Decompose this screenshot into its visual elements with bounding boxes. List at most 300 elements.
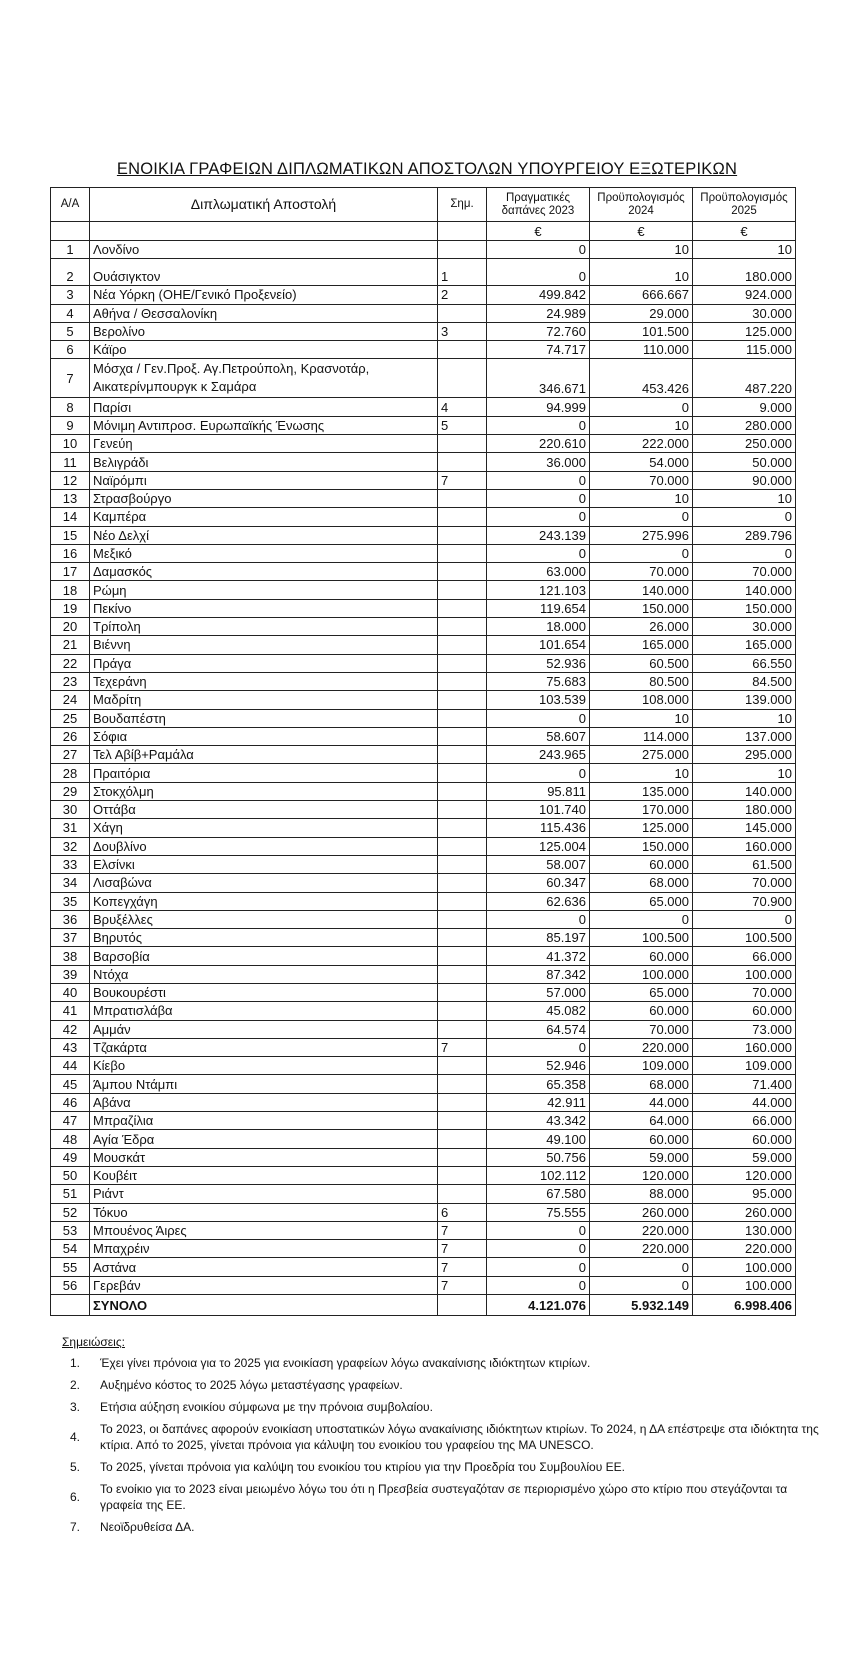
row-value-2024: 170.000 bbox=[590, 801, 693, 819]
row-value-2025: 140.000 bbox=[693, 782, 796, 800]
rent-table bbox=[50, 187, 796, 1316]
row-value-2025: 150.000 bbox=[693, 599, 796, 617]
row-value-2023: 50.756 bbox=[487, 1148, 590, 1166]
row-value-2025: 66.000 bbox=[693, 1112, 796, 1130]
row-mission: Μπουένος Άιρες bbox=[90, 1221, 438, 1239]
row-value-2024: 60.000 bbox=[590, 1130, 693, 1148]
table-row bbox=[51, 1276, 796, 1294]
row-note: 3 bbox=[438, 322, 487, 340]
row-value-2025: 10 bbox=[693, 764, 796, 782]
row-mission: Τεχεράνη bbox=[90, 672, 438, 690]
row-value-2025: 130.000 bbox=[693, 1221, 796, 1239]
row-note bbox=[438, 599, 487, 617]
note-number: 6. bbox=[70, 1490, 81, 1504]
row-note bbox=[438, 1020, 487, 1038]
row-note bbox=[438, 435, 487, 453]
row-note: 7 bbox=[438, 1240, 487, 1258]
row-value-2024: 100.000 bbox=[590, 965, 693, 983]
row-note bbox=[438, 341, 487, 359]
table-row bbox=[51, 453, 796, 471]
row-number: 49 bbox=[51, 1148, 90, 1166]
row-number: 36 bbox=[51, 910, 90, 928]
row-value-2023: 24.989 bbox=[487, 304, 590, 322]
row-note bbox=[438, 837, 487, 855]
row-number: 39 bbox=[51, 965, 90, 983]
table-body bbox=[51, 222, 796, 1316]
table-row bbox=[51, 435, 796, 453]
row-value-2024: 10 bbox=[590, 241, 693, 259]
row-note bbox=[438, 636, 487, 654]
row-value-2023: 58.607 bbox=[487, 727, 590, 745]
row-number: 11 bbox=[51, 453, 90, 471]
note-item bbox=[62, 1355, 822, 1371]
row-mission: Λονδίνο bbox=[90, 241, 438, 259]
row-mission: Μπραζίλια bbox=[90, 1112, 438, 1130]
row-value-2025: 70.000 bbox=[693, 874, 796, 892]
row-note bbox=[438, 489, 487, 507]
row-value-2023: 346.671 bbox=[487, 359, 590, 398]
row-value-2025: 10 bbox=[693, 709, 796, 727]
row-value-2025: 260.000 bbox=[693, 1203, 796, 1221]
row-mission: Πεκίνο bbox=[90, 599, 438, 617]
row-number: 7 bbox=[51, 359, 90, 398]
row-mission: Βελιγράδι bbox=[90, 453, 438, 471]
table-row bbox=[51, 1148, 796, 1166]
table-row bbox=[51, 416, 796, 434]
table-row bbox=[51, 672, 796, 690]
row-mission: Οττάβα bbox=[90, 801, 438, 819]
row-value-2024: 70.000 bbox=[590, 563, 693, 581]
row-value-2025: 100.000 bbox=[693, 1258, 796, 1276]
row-value-2025: 250.000 bbox=[693, 435, 796, 453]
row-number: 8 bbox=[51, 398, 90, 416]
row-value-2024: 0 bbox=[590, 1276, 693, 1294]
row-value-2024: 68.000 bbox=[590, 874, 693, 892]
row-value-2024: 165.000 bbox=[590, 636, 693, 654]
row-value-2025: 137.000 bbox=[693, 727, 796, 745]
table-row bbox=[51, 526, 796, 544]
row-value-2025: 60.000 bbox=[693, 1002, 796, 1020]
row-value-2023: 0 bbox=[487, 1038, 590, 1056]
row-mission: Νέο Δελχί bbox=[90, 526, 438, 544]
note-item bbox=[62, 1519, 822, 1535]
note-number: 2. bbox=[70, 1378, 81, 1392]
row-number: 13 bbox=[51, 489, 90, 507]
row-number: 55 bbox=[51, 1258, 90, 1276]
header-note: Σημ. bbox=[438, 188, 487, 222]
row-mission: Βρυξέλλες bbox=[90, 910, 438, 928]
row-value-2024: 150.000 bbox=[590, 599, 693, 617]
row-note bbox=[438, 782, 487, 800]
table-row bbox=[51, 691, 796, 709]
row-number: 34 bbox=[51, 874, 90, 892]
row-value-2025: 115.000 bbox=[693, 341, 796, 359]
header-mission: Διπλωματική Αποστολή bbox=[90, 188, 438, 222]
row-value-2023: 119.654 bbox=[487, 599, 590, 617]
row-value-2024: 108.000 bbox=[590, 691, 693, 709]
table-row bbox=[51, 1221, 796, 1239]
row-note bbox=[438, 581, 487, 599]
row-mission: Σόφια bbox=[90, 727, 438, 745]
row-value-2023: 0 bbox=[487, 764, 590, 782]
row-note: 7 bbox=[438, 1038, 487, 1056]
row-note: 7 bbox=[438, 1276, 487, 1294]
row-value-2024: 275.000 bbox=[590, 746, 693, 764]
row-value-2023: 58.007 bbox=[487, 855, 590, 873]
row-mission: Μαδρίτη bbox=[90, 691, 438, 709]
row-value-2025: 60.000 bbox=[693, 1130, 796, 1148]
row-value-2025: 50.000 bbox=[693, 453, 796, 471]
row-value-2023: 0 bbox=[487, 544, 590, 562]
row-number: 51 bbox=[51, 1185, 90, 1203]
row-mission: Βουδαπέστη bbox=[90, 709, 438, 727]
row-note bbox=[438, 819, 487, 837]
row-note bbox=[438, 1057, 487, 1075]
table-row bbox=[51, 819, 796, 837]
row-value-2025: 30.000 bbox=[693, 618, 796, 636]
row-value-2024: 60.000 bbox=[590, 947, 693, 965]
row-value-2024: 60.000 bbox=[590, 855, 693, 873]
row-value-2023: 499.842 bbox=[487, 286, 590, 304]
row-value-2024: 88.000 bbox=[590, 1185, 693, 1203]
row-mission: Τζακάρτα bbox=[90, 1038, 438, 1056]
row-note bbox=[438, 453, 487, 471]
row-value-2025: 95.000 bbox=[693, 1185, 796, 1203]
row-number: 37 bbox=[51, 929, 90, 947]
row-value-2025: 280.000 bbox=[693, 416, 796, 434]
table-row bbox=[51, 636, 796, 654]
row-value-2025: 84.500 bbox=[693, 672, 796, 690]
row-value-2023: 52.936 bbox=[487, 654, 590, 672]
row-number: 24 bbox=[51, 691, 90, 709]
note-item bbox=[62, 1421, 822, 1453]
row-note: 7 bbox=[438, 471, 487, 489]
row-value-2025: 100.000 bbox=[693, 965, 796, 983]
row-number: 26 bbox=[51, 727, 90, 745]
row-number: 10 bbox=[51, 435, 90, 453]
row-value-2025: 71.400 bbox=[693, 1075, 796, 1093]
total-2024: 5.932.149 bbox=[590, 1295, 693, 1316]
row-mission: Καμπέρα bbox=[90, 508, 438, 526]
row-number: 48 bbox=[51, 1130, 90, 1148]
row-value-2025: 66.000 bbox=[693, 947, 796, 965]
header-2024: Προϋπολογισμός 2024 bbox=[590, 188, 693, 222]
row-mission: Λισαβώνα bbox=[90, 874, 438, 892]
row-mission: Δαμασκός bbox=[90, 563, 438, 581]
row-note bbox=[438, 727, 487, 745]
row-value-2025: 0 bbox=[693, 508, 796, 526]
table-row bbox=[51, 801, 796, 819]
row-value-2025: 73.000 bbox=[693, 1020, 796, 1038]
row-value-2023: 57.000 bbox=[487, 983, 590, 1001]
table-row bbox=[51, 929, 796, 947]
table-row bbox=[51, 910, 796, 928]
header-2023: Πραγματικές δαπάνες 2023 bbox=[487, 188, 590, 222]
row-value-2023: 102.112 bbox=[487, 1166, 590, 1184]
row-mission: Ντόχα bbox=[90, 965, 438, 983]
row-number: 28 bbox=[51, 764, 90, 782]
row-value-2024: 100.500 bbox=[590, 929, 693, 947]
row-number: 5 bbox=[51, 322, 90, 340]
row-value-2023: 0 bbox=[487, 241, 590, 259]
row-note bbox=[438, 983, 487, 1001]
note-item bbox=[62, 1459, 822, 1475]
row-value-2024: 0 bbox=[590, 508, 693, 526]
row-value-2024: 0 bbox=[590, 1258, 693, 1276]
row-value-2024: 120.000 bbox=[590, 1166, 693, 1184]
row-value-2025: 61.500 bbox=[693, 855, 796, 873]
row-mission: Αστάνα bbox=[90, 1258, 438, 1276]
total-row bbox=[51, 1295, 796, 1316]
row-note bbox=[438, 1166, 487, 1184]
row-value-2023: 60.347 bbox=[487, 874, 590, 892]
row-value-2024: 26.000 bbox=[590, 618, 693, 636]
row-value-2024: 65.000 bbox=[590, 983, 693, 1001]
row-value-2024: 125.000 bbox=[590, 819, 693, 837]
row-value-2023: 0 bbox=[487, 508, 590, 526]
row-note bbox=[438, 965, 487, 983]
table-header-row bbox=[51, 188, 796, 222]
row-value-2023: 67.580 bbox=[487, 1185, 590, 1203]
currency-row bbox=[51, 222, 796, 241]
row-value-2023: 74.717 bbox=[487, 341, 590, 359]
row-value-2024: 260.000 bbox=[590, 1203, 693, 1221]
row-note: 1 bbox=[438, 259, 487, 286]
note-text: Νεοϊδρυθείσα ΔΑ. bbox=[100, 1520, 195, 1534]
table-row bbox=[51, 599, 796, 617]
row-value-2025: 180.000 bbox=[693, 259, 796, 286]
row-value-2023: 243.139 bbox=[487, 526, 590, 544]
table-row bbox=[51, 544, 796, 562]
row-value-2023: 0 bbox=[487, 1258, 590, 1276]
row-mission: Ελσίνκι bbox=[90, 855, 438, 873]
row-value-2023: 65.358 bbox=[487, 1075, 590, 1093]
notes-list bbox=[62, 1355, 822, 1535]
table-row bbox=[51, 727, 796, 745]
row-note bbox=[438, 947, 487, 965]
row-value-2025: 9.000 bbox=[693, 398, 796, 416]
row-mission: Μπαχρέιν bbox=[90, 1240, 438, 1258]
row-number: 53 bbox=[51, 1221, 90, 1239]
row-note: 5 bbox=[438, 416, 487, 434]
row-number: 4 bbox=[51, 304, 90, 322]
row-mission: Ουάσιγκτον bbox=[90, 259, 438, 286]
row-value-2023: 62.636 bbox=[487, 892, 590, 910]
row-value-2023: 0 bbox=[487, 416, 590, 434]
notes-section bbox=[62, 1335, 822, 1541]
table-row bbox=[51, 241, 796, 259]
row-note bbox=[438, 709, 487, 727]
note-number: 1. bbox=[70, 1356, 81, 1370]
row-value-2025: 10 bbox=[693, 241, 796, 259]
row-number: 15 bbox=[51, 526, 90, 544]
table-row bbox=[51, 1002, 796, 1020]
row-mission: Μεξικό bbox=[90, 544, 438, 562]
row-number: 32 bbox=[51, 837, 90, 855]
row-value-2024: 60.500 bbox=[590, 654, 693, 672]
row-value-2025: 44.000 bbox=[693, 1093, 796, 1111]
row-value-2024: 65.000 bbox=[590, 892, 693, 910]
row-mission: Μόνιμη Αντιπροσ. Ευρωπαϊκής Ένωσης bbox=[90, 416, 438, 434]
note-text: Το ενοίκιο για το 2023 είναι μειωμένο λόγω του ότι η Πρεσβεία συστεγαζόταν σε περιορισμένο χώρο στο κτίριο που στεγάζονται τα γραφεία της ΕΕ. bbox=[100, 1482, 788, 1512]
row-note bbox=[438, 691, 487, 709]
row-value-2025: 165.000 bbox=[693, 636, 796, 654]
note-text: Το 2025, γίνεται πρόνοια για καλύψη του ενοικίου του κτιρίου για την Προεδρία του Συμβουλίου ΕΕ. bbox=[100, 1460, 625, 1474]
row-number: 41 bbox=[51, 1002, 90, 1020]
row-note bbox=[438, 1002, 487, 1020]
row-mission: Δουβλίνο bbox=[90, 837, 438, 855]
row-value-2023: 45.082 bbox=[487, 1002, 590, 1020]
table-row bbox=[51, 322, 796, 340]
row-value-2023: 0 bbox=[487, 709, 590, 727]
row-mission: Αγία Έδρα bbox=[90, 1130, 438, 1148]
note-number: 5. bbox=[70, 1460, 81, 1474]
row-number: 21 bbox=[51, 636, 90, 654]
table-row bbox=[51, 983, 796, 1001]
row-value-2023: 0 bbox=[487, 1221, 590, 1239]
row-value-2025: 70.000 bbox=[693, 563, 796, 581]
row-note bbox=[438, 1112, 487, 1130]
note-item bbox=[62, 1481, 822, 1513]
row-note bbox=[438, 892, 487, 910]
row-note bbox=[438, 526, 487, 544]
row-value-2024: 10 bbox=[590, 709, 693, 727]
table-row bbox=[51, 892, 796, 910]
row-note bbox=[438, 618, 487, 636]
table-row bbox=[51, 471, 796, 489]
row-note bbox=[438, 508, 487, 526]
row-value-2023: 0 bbox=[487, 910, 590, 928]
row-value-2023: 43.342 bbox=[487, 1112, 590, 1130]
row-mission: Στρασβούργο bbox=[90, 489, 438, 507]
row-note: 4 bbox=[438, 398, 487, 416]
row-value-2025: 140.000 bbox=[693, 581, 796, 599]
row-mission: Κουβέιτ bbox=[90, 1166, 438, 1184]
row-value-2023: 42.911 bbox=[487, 1093, 590, 1111]
note-text: Το 2023, οι δαπάνες αφορούν ενοικίαση υποστατικών λόγω ανακαίνισης ιδιόκτητων κτιρίων. Το 2024, η ΔΑ επέστρεψε στα ιδιόκτητα της κτίρια. Από το 2025, γίνεται πρόνοια για κάλυψη του ενοικίου του γραφείου της ΜΑ UNESCO. bbox=[100, 1422, 819, 1452]
row-number: 20 bbox=[51, 618, 90, 636]
row-mission: Βουκουρέστι bbox=[90, 983, 438, 1001]
row-number: 46 bbox=[51, 1093, 90, 1111]
note-item bbox=[62, 1377, 822, 1393]
table-row bbox=[51, 563, 796, 581]
notes-title: Σημειώσεις: bbox=[62, 1335, 125, 1349]
row-note: 6 bbox=[438, 1203, 487, 1221]
row-number: 18 bbox=[51, 581, 90, 599]
row-value-2024: 140.000 bbox=[590, 581, 693, 599]
row-mission: Τρίπολη bbox=[90, 618, 438, 636]
row-value-2024: 135.000 bbox=[590, 782, 693, 800]
table-row bbox=[51, 837, 796, 855]
table-row bbox=[51, 1038, 796, 1056]
table-row bbox=[51, 654, 796, 672]
table-row bbox=[51, 1075, 796, 1093]
row-value-2025: 66.550 bbox=[693, 654, 796, 672]
row-number: 47 bbox=[51, 1112, 90, 1130]
note-text: Ετήσια αύξηση ενοικίου σύμφωνα με την πρόνοια συμβολαίου. bbox=[100, 1400, 433, 1414]
row-note bbox=[438, 746, 487, 764]
table-row bbox=[51, 1203, 796, 1221]
row-value-2024: 68.000 bbox=[590, 1075, 693, 1093]
row-note bbox=[438, 544, 487, 562]
row-value-2025: 10 bbox=[693, 489, 796, 507]
row-value-2024: 29.000 bbox=[590, 304, 693, 322]
page-title: ΕΝΟΙΚΙΑ ΓΡΑΦΕΙΩΝ ΔΙΠΛΩΜΑΤΙΚΩΝ ΑΠΟΣΤΟΛΩΝ ΥΠΟΥΡΓΕΙΟΥ ΕΞΩΤΕΡΙΚΩΝ bbox=[116, 160, 738, 178]
table-row bbox=[51, 618, 796, 636]
table-row bbox=[51, 581, 796, 599]
row-value-2024: 10 bbox=[590, 764, 693, 782]
row-value-2023: 95.811 bbox=[487, 782, 590, 800]
row-value-2024: 80.500 bbox=[590, 672, 693, 690]
row-number: 50 bbox=[51, 1166, 90, 1184]
row-number: 35 bbox=[51, 892, 90, 910]
row-value-2024: 114.000 bbox=[590, 727, 693, 745]
row-note bbox=[438, 1130, 487, 1148]
table-row bbox=[51, 965, 796, 983]
row-value-2024: 220.000 bbox=[590, 1240, 693, 1258]
row-number: 44 bbox=[51, 1057, 90, 1075]
row-number: 23 bbox=[51, 672, 90, 690]
row-value-2025: 100.000 bbox=[693, 1276, 796, 1294]
row-mission: Βιέννη bbox=[90, 636, 438, 654]
row-value-2023: 41.372 bbox=[487, 947, 590, 965]
table-row bbox=[51, 1258, 796, 1276]
table-row bbox=[51, 782, 796, 800]
row-value-2025: 295.000 bbox=[693, 746, 796, 764]
row-number: 22 bbox=[51, 654, 90, 672]
row-value-2025: 120.000 bbox=[693, 1166, 796, 1184]
row-value-2025: 487.220 bbox=[693, 359, 796, 398]
row-mission: Ριάντ bbox=[90, 1185, 438, 1203]
row-value-2023: 0 bbox=[487, 1276, 590, 1294]
row-value-2025: 59.000 bbox=[693, 1148, 796, 1166]
row-note bbox=[438, 1093, 487, 1111]
currency-2023: € bbox=[487, 222, 590, 241]
table-row bbox=[51, 764, 796, 782]
table-row bbox=[51, 874, 796, 892]
row-value-2025: 160.000 bbox=[693, 1038, 796, 1056]
table-row bbox=[51, 1130, 796, 1148]
row-value-2024: 666.667 bbox=[590, 286, 693, 304]
row-value-2025: 924.000 bbox=[693, 286, 796, 304]
note-text: Έχει γίνει πρόνοια για το 2025 για ενοικίαση γραφείων λόγω ανακαίνισης ιδιόκτητων κτιρίων. bbox=[100, 1356, 591, 1370]
row-value-2025: 160.000 bbox=[693, 837, 796, 855]
row-number: 9 bbox=[51, 416, 90, 434]
note-item bbox=[62, 1399, 822, 1415]
row-number: 42 bbox=[51, 1020, 90, 1038]
row-number: 45 bbox=[51, 1075, 90, 1093]
row-mission: Γερεβάν bbox=[90, 1276, 438, 1294]
row-value-2024: 10 bbox=[590, 416, 693, 434]
row-value-2025: 70.000 bbox=[693, 983, 796, 1001]
row-value-2023: 75.555 bbox=[487, 1203, 590, 1221]
row-value-2025: 289.796 bbox=[693, 526, 796, 544]
table-row bbox=[51, 1057, 796, 1075]
row-number: 19 bbox=[51, 599, 90, 617]
row-value-2024: 10 bbox=[590, 259, 693, 286]
row-value-2024: 10 bbox=[590, 489, 693, 507]
row-mission: Ρώμη bbox=[90, 581, 438, 599]
total-empty bbox=[51, 1295, 90, 1316]
row-number: 29 bbox=[51, 782, 90, 800]
row-value-2025: 100.500 bbox=[693, 929, 796, 947]
row-value-2025: 180.000 bbox=[693, 801, 796, 819]
row-value-2023: 49.100 bbox=[487, 1130, 590, 1148]
row-number: 2 bbox=[51, 259, 90, 286]
row-mission: Πραιτόρια bbox=[90, 764, 438, 782]
row-mission: Αμμάν bbox=[90, 1020, 438, 1038]
row-value-2025: 90.000 bbox=[693, 471, 796, 489]
